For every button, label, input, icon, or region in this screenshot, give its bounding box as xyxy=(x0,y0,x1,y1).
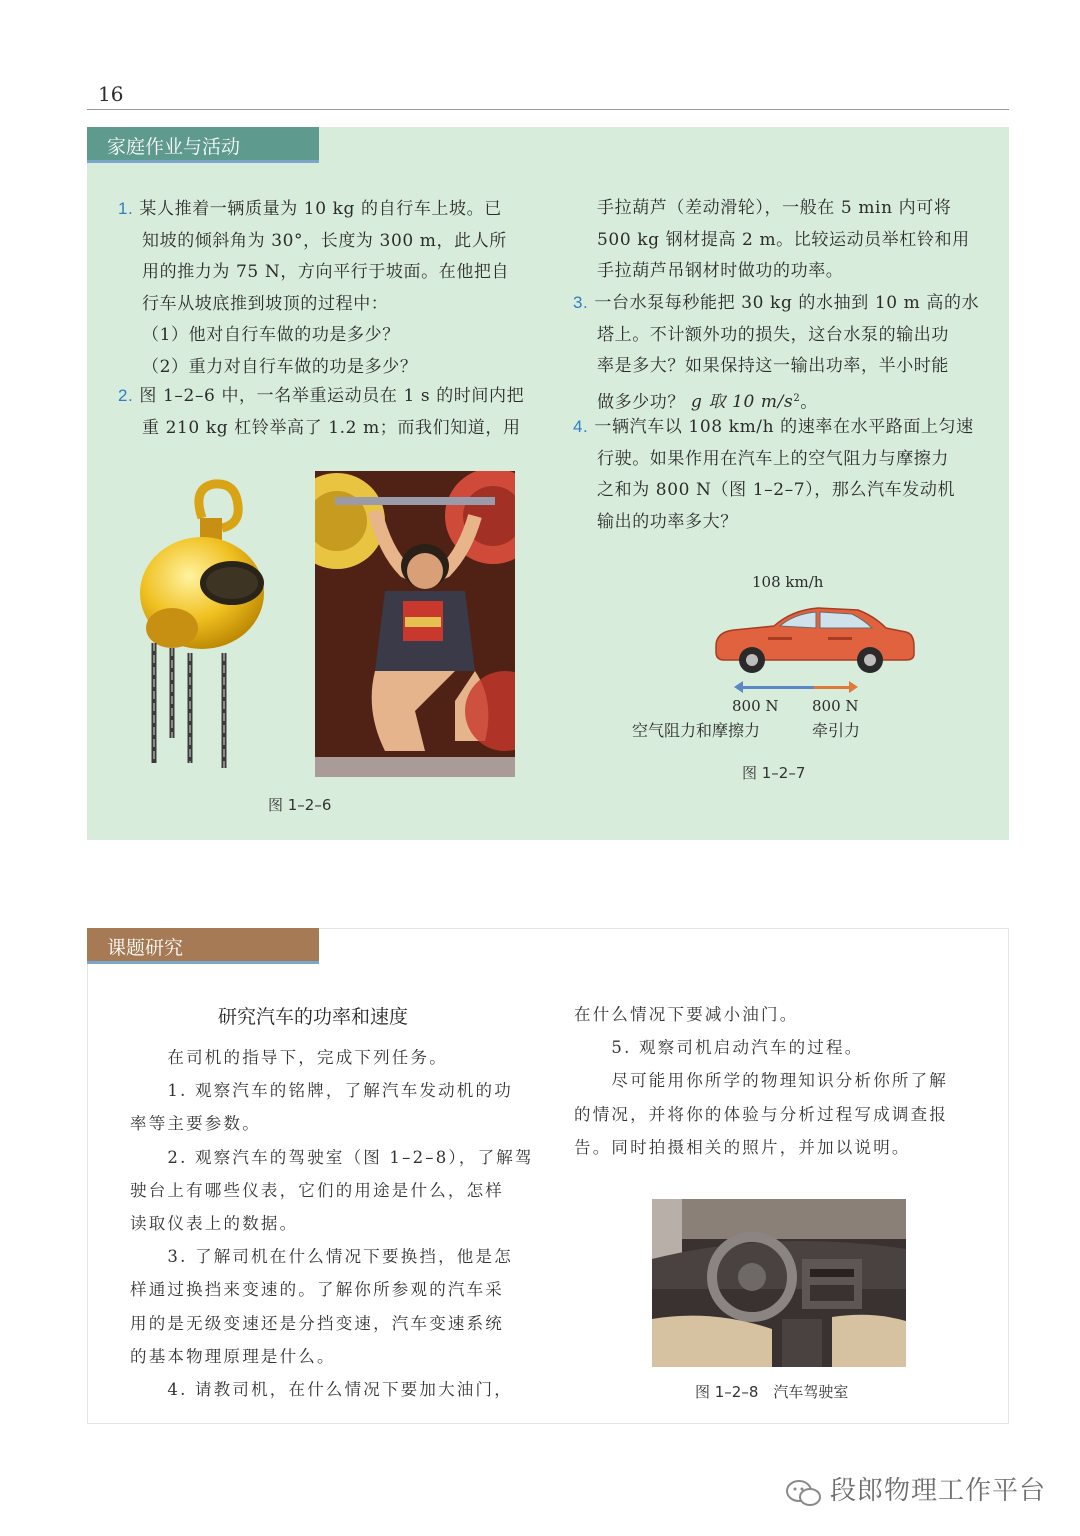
sub-question: （2）重力对自行车做的功是多少？ xyxy=(142,356,418,377)
question-4 xyxy=(573,411,993,538)
research-text-line: 的基本物理原理是什么。 xyxy=(130,1346,336,1366)
question-text-line: 输出的功率多大？ xyxy=(597,511,738,532)
punctuation: 。 xyxy=(800,392,818,413)
research-tab xyxy=(87,928,319,964)
research-text-line: 在司机的指导下，完成下列任务。 xyxy=(130,1048,448,1067)
research-text-line: 4. 请教司机，在什么情况下要加大油门， xyxy=(130,1380,513,1400)
question-text-line: 知坡的倾斜角为 30°，长度为 300 m，此人所 xyxy=(142,230,507,251)
research-text-line: 5. 观察司机启动汽车的过程。 xyxy=(574,1038,864,1058)
question-text-line: 某人推着一辆质量为 10 kg 的自行车上坡。已 xyxy=(139,199,502,219)
question-1 xyxy=(118,193,538,383)
figure-1-2-8-caption: 图 1–2–8 汽车驾驶室 xyxy=(695,1383,849,1401)
question-text-line: 塔上。不计额外功的损失，这台水泵的输出功 xyxy=(597,324,949,345)
question-text-line: 率是多大？如果保持这一输出功率，半小时能 xyxy=(597,356,949,376)
resistance-arrow xyxy=(742,686,814,689)
question-text-line: 图 1–2–6 中，一名举重运动员在 1 s 的时间内把 xyxy=(139,386,525,406)
header-rule xyxy=(87,109,1009,110)
research-text-line: 率等主要参数。 xyxy=(130,1114,261,1134)
exponent: 2 xyxy=(793,392,801,404)
watermark-text: 段郎物理工作平台 xyxy=(830,1476,1047,1506)
weightlifter-photo xyxy=(315,471,515,777)
research-title: 研究汽车的功率和速度 xyxy=(218,1006,409,1028)
resistance-force-label: 空气阻力和摩擦力 xyxy=(632,721,761,740)
chain-hoist-illustration xyxy=(132,478,282,778)
homework-tab-title: 家庭作业与活动 xyxy=(107,136,241,158)
question-number: 2. xyxy=(118,386,134,405)
car-cockpit-photo xyxy=(652,1199,906,1367)
resistance-force-value: 800 N xyxy=(732,697,779,715)
research-tab-title: 课题研究 xyxy=(107,937,184,959)
research-text-line: 告。同时拍摄相关的照片，并加以说明。 xyxy=(574,1137,911,1157)
homework-tab xyxy=(87,127,319,163)
page-number: 16 xyxy=(98,82,124,106)
research-text-line: 1. 观察汽车的铭牌，了解汽车发动机的功 xyxy=(130,1081,513,1101)
wechat-icon xyxy=(785,1478,823,1508)
sub-question: （1）他对自行车做的功是多少？ xyxy=(142,325,400,345)
research-text-line: 驶台上有哪些仪表，它们的用途是什么，怎样 xyxy=(130,1180,504,1200)
question-text-line: 一台水泵每秒能把 30 kg 的水抽到 10 m 高的水 xyxy=(594,293,980,313)
research-text-line: 读取仪表上的数据。 xyxy=(130,1214,299,1234)
question-text-line: 500 kg 钢材提高 2 m。比较运动员举杠铃和用 xyxy=(597,229,970,250)
question-text-line: 手拉葫芦吊钢材时做功的功率。 xyxy=(597,261,844,281)
research-text-line: 用的是无级变速还是分挡变速，汽车变速系统 xyxy=(130,1313,504,1333)
traction-arrow-head xyxy=(849,681,858,693)
research-text-line: 尽可能用你所学的物理知识分析你所了解 xyxy=(574,1071,948,1091)
car-speed-label: 108 km/h xyxy=(752,573,824,591)
research-left-column xyxy=(130,1041,534,1406)
figure-1-2-7-caption: 图 1–2–7 xyxy=(742,764,806,782)
traction-arrow xyxy=(814,686,850,689)
research-text-line: 在什么情况下要减小油门。 xyxy=(574,1005,799,1024)
research-text-line: 3. 了解司机在什么情况下要换挡，他是怎 xyxy=(130,1247,513,1267)
question-text-line: 之和为 800 N（图 1–2–7），那么汽车发动机 xyxy=(597,480,956,500)
traction-force-value: 800 N xyxy=(812,697,859,715)
question-text-line: 做多少功？ xyxy=(597,392,685,413)
research-right-column xyxy=(574,998,984,1164)
figure-1-2-6-caption: 图 1–2–6 xyxy=(268,796,332,814)
traction-force-label: 牵引力 xyxy=(812,721,861,740)
question-text-line: 用的推力为 75 N，方向平行于坡面。在他把自 xyxy=(142,262,510,282)
research-text-line: 的情况，并将你的体验与分析过程写成调查报 xyxy=(574,1104,948,1124)
question-text-line: 一辆汽车以 108 km/h 的速率在水平路面上匀速 xyxy=(594,417,974,437)
question-2-continued xyxy=(597,193,997,288)
question-2 xyxy=(118,380,538,444)
question-text-line: 行驶。如果作用在汽车上的空气阻力与摩擦力 xyxy=(597,448,949,469)
question-number: 3. xyxy=(573,293,589,312)
question-3 xyxy=(573,287,993,419)
question-number: 1. xyxy=(118,199,134,218)
question-text-line: 手拉葫芦（差动滑轮），一般在 5 min 内可将 xyxy=(597,198,952,218)
research-text-line: 2. 观察汽车的驾驶室（图 1–2–8），了解驾 xyxy=(130,1147,534,1167)
research-text-line: 样通过换挡来变速的。了解你所参观的汽车采 xyxy=(130,1280,504,1300)
question-number: 4. xyxy=(573,417,589,436)
gravity-value: g 取 10 m/s xyxy=(691,392,794,413)
question-text-line: 行车从坡底推到坡顶的过程中： xyxy=(142,293,389,314)
car-illustration xyxy=(708,604,918,676)
question-text-line: 重 210 kg 杠铃举高了 1.2 m；而我们知道，用 xyxy=(142,417,521,438)
